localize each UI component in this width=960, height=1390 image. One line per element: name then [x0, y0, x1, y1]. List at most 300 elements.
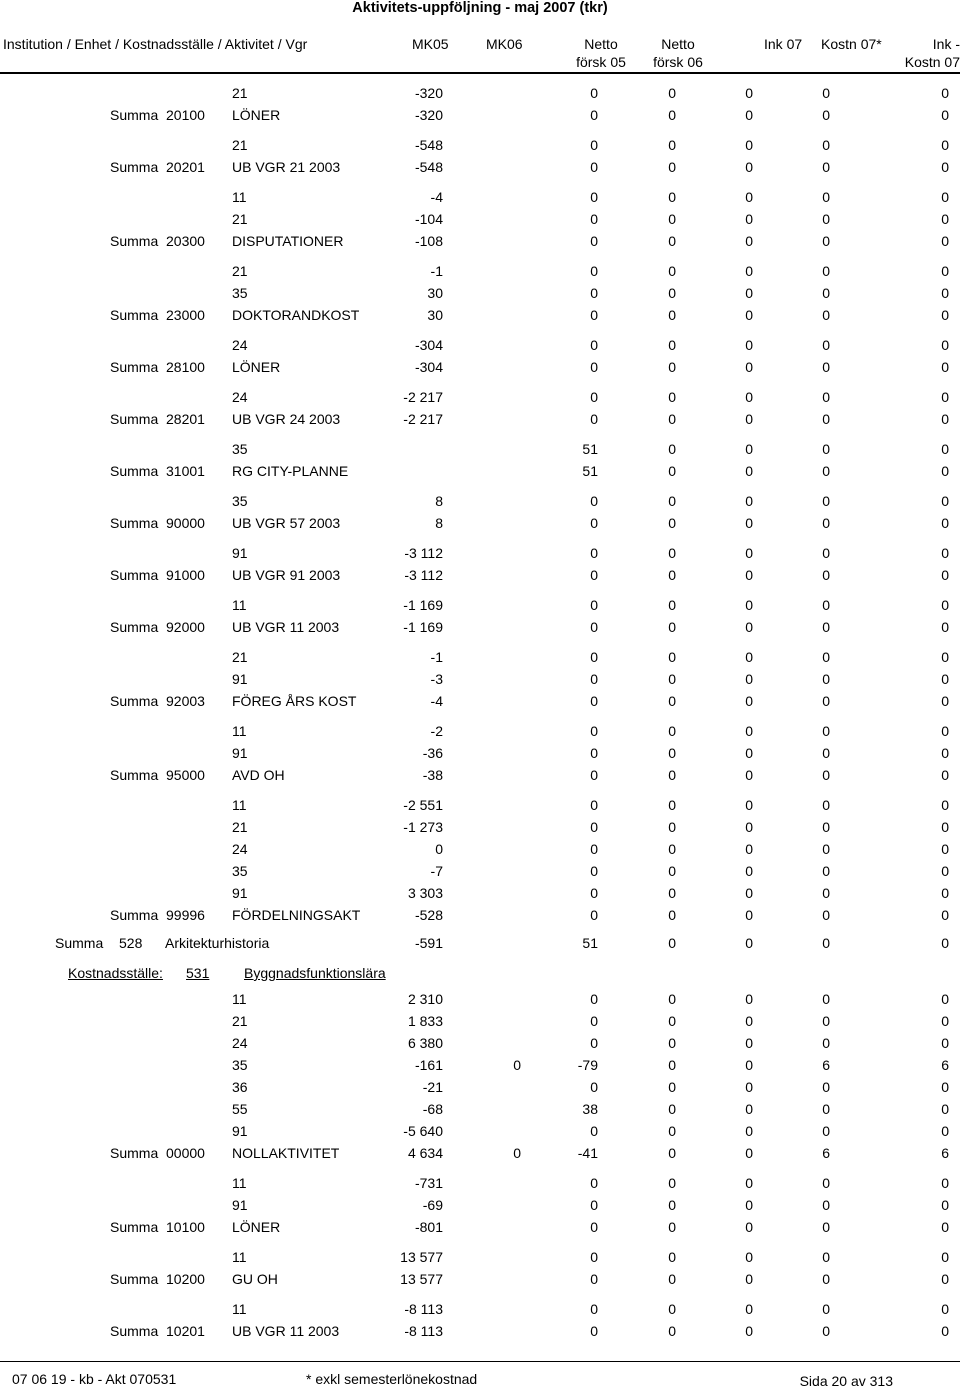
- summary-ink-kostn: 0: [941, 515, 949, 531]
- summary-ink07: 0: [745, 693, 753, 709]
- summary-netto06: 0: [668, 767, 676, 783]
- row-netto05: 0: [590, 841, 598, 857]
- row-ink-kostn: 0: [941, 337, 949, 353]
- row-netto05: 0: [590, 863, 598, 879]
- summary-ink-kostn: 0: [941, 907, 949, 923]
- vgr-cell: 21: [232, 1013, 248, 1029]
- summa-label: Summa: [110, 693, 159, 709]
- row-kostn07: 0: [822, 137, 830, 153]
- summary-netto05: 0: [590, 515, 598, 531]
- activity-name: DOKTORANDKOST: [232, 307, 360, 323]
- vgr-cell: 91: [232, 885, 248, 901]
- section-total-netto06: 0: [668, 935, 676, 951]
- vgr-cell: 91: [232, 671, 248, 687]
- summary-netto05: -41: [577, 1145, 598, 1161]
- summary-ink07: 0: [745, 1271, 753, 1287]
- summary-ink07: 0: [745, 411, 753, 427]
- summary-netto05: 0: [590, 233, 598, 249]
- activity-code: 92000: [166, 619, 205, 635]
- row-netto05: 0: [590, 545, 598, 561]
- row-ink07: 0: [745, 493, 753, 509]
- activity-code: 23000: [166, 307, 205, 323]
- vgr-cell: 21: [232, 211, 248, 227]
- row-ink-kostn: 0: [941, 441, 949, 457]
- summa-label: Summa: [110, 233, 159, 249]
- summary-ink07: 0: [745, 463, 753, 479]
- row-ink07: 0: [745, 671, 753, 687]
- row-ink07: 0: [745, 1013, 753, 1029]
- vgr-cell: 24: [232, 841, 248, 857]
- row-netto06: 0: [668, 1079, 676, 1095]
- row-kostn07: 0: [822, 441, 830, 457]
- cost-center-code: 531: [186, 965, 210, 981]
- row-ink07: 0: [745, 1079, 753, 1095]
- row-mk05: -7: [430, 863, 443, 879]
- row-kostn07: 0: [822, 819, 830, 835]
- footer-left: 07 06 19 - kb - Akt 070531: [12, 1371, 177, 1387]
- row-kostn07: 0: [822, 1013, 830, 1029]
- row-kostn07: 0: [822, 597, 830, 613]
- row-netto06: 0: [668, 1197, 676, 1213]
- row-ink07: 0: [745, 1123, 753, 1139]
- summary-kostn07: 0: [822, 233, 830, 249]
- activity-name: UB VGR 24 2003: [232, 411, 341, 427]
- summary-ink07: 0: [745, 1145, 753, 1161]
- row-ink-kostn: 6: [941, 1057, 949, 1073]
- header-ink-kostn: [896, 35, 960, 71]
- header-ink07: Ink 07: [764, 36, 803, 52]
- section-total-netto05: 51: [582, 935, 598, 951]
- row-ink07: 0: [745, 745, 753, 761]
- summary-ink07: 0: [745, 159, 753, 175]
- activity-name: UB VGR 91 2003: [232, 567, 341, 583]
- summary-mk05: -1 169: [403, 619, 443, 635]
- summary-ink-kostn: 0: [941, 411, 949, 427]
- summary-ink-kostn: 0: [941, 159, 949, 175]
- summa-label: Summa: [110, 1271, 159, 1287]
- row-mk05: -2: [430, 723, 443, 739]
- summary-netto05: 0: [590, 907, 598, 923]
- row-ink-kostn: 0: [941, 1249, 949, 1265]
- row-mk05: -36: [422, 745, 443, 761]
- activity-code: 31001: [166, 463, 205, 479]
- row-kostn07: 0: [822, 745, 830, 761]
- section-total-ink07: 0: [745, 935, 753, 951]
- summary-mk05: -304: [414, 359, 443, 375]
- summary-ink07: 0: [745, 233, 753, 249]
- summa-label: Summa: [110, 1219, 159, 1235]
- summary-netto05: 0: [590, 1219, 598, 1235]
- row-ink07: 0: [745, 597, 753, 613]
- row-netto05: 0: [590, 1013, 598, 1029]
- row-netto06: 0: [668, 389, 676, 405]
- row-ink-kostn: 0: [941, 797, 949, 813]
- summary-kostn07: 0: [822, 567, 830, 583]
- row-kostn07: 0: [822, 885, 830, 901]
- row-ink-kostn: 0: [941, 991, 949, 1007]
- row-ink-kostn: 0: [941, 1013, 949, 1029]
- row-mk05: -68: [422, 1101, 443, 1117]
- row-mk05: 0: [435, 841, 443, 857]
- row-kostn07: 0: [822, 1301, 830, 1317]
- row-kostn07: 0: [822, 263, 830, 279]
- summa-label: Summa: [110, 619, 159, 635]
- vgr-cell: 11: [232, 189, 247, 205]
- summary-mk05: -528: [414, 907, 443, 923]
- summary-netto05: 0: [590, 1271, 598, 1287]
- summary-ink-kostn: 0: [941, 1323, 949, 1339]
- summary-kostn07: 0: [822, 463, 830, 479]
- summary-ink07: 0: [745, 767, 753, 783]
- vgr-cell: 35: [232, 285, 248, 301]
- activity-code: 28100: [166, 359, 205, 375]
- row-kostn07: 0: [822, 671, 830, 687]
- row-netto06: 0: [668, 841, 676, 857]
- vgr-cell: 24: [232, 389, 248, 405]
- row-netto05: 0: [590, 285, 598, 301]
- vgr-cell: 21: [232, 137, 248, 153]
- row-kostn07: 0: [822, 797, 830, 813]
- row-ink-kostn: 0: [941, 389, 949, 405]
- row-ink07: 0: [745, 285, 753, 301]
- row-mk05: -8 113: [404, 1301, 443, 1317]
- header-netto06: [653, 35, 703, 71]
- row-ink07: 0: [745, 263, 753, 279]
- row-netto05: 38: [582, 1101, 598, 1117]
- report-title: Aktivitets-uppföljning - maj 2007 (tkr): [352, 0, 608, 16]
- row-mk05: -2 217: [403, 389, 443, 405]
- row-kostn07: 6: [822, 1057, 830, 1073]
- summary-netto06: 0: [668, 619, 676, 635]
- activity-name: AVD OH: [232, 767, 285, 783]
- row-ink07: 0: [745, 991, 753, 1007]
- row-ink07: 0: [745, 545, 753, 561]
- row-ink-kostn: 0: [941, 189, 949, 205]
- row-mk05: -1 273: [403, 819, 443, 835]
- summa-label: Summa: [110, 463, 159, 479]
- activity-name: DISPUTATIONER: [232, 233, 344, 249]
- summary-kostn07: 0: [822, 359, 830, 375]
- row-netto06: 0: [668, 1175, 676, 1191]
- summary-netto06: 0: [668, 233, 676, 249]
- activity-name: LÖNER: [232, 1219, 281, 1235]
- summary-kostn07: 6: [822, 1145, 830, 1161]
- summary-ink-kostn: 0: [941, 233, 949, 249]
- footer-divider: [0, 1361, 960, 1362]
- summary-netto05: 0: [590, 107, 598, 123]
- row-netto05: 0: [590, 493, 598, 509]
- row-ink07: 0: [745, 189, 753, 205]
- vgr-cell: 36: [232, 1079, 248, 1095]
- summary-ink07: 0: [745, 1323, 753, 1339]
- summary-netto06: 0: [668, 1271, 676, 1287]
- row-mk05: -69: [422, 1197, 443, 1213]
- summary-ink07: 0: [745, 1219, 753, 1235]
- row-ink-kostn: 0: [941, 85, 949, 101]
- summary-netto06: 0: [668, 159, 676, 175]
- activity-code: 91000: [166, 567, 205, 583]
- row-netto05: 0: [590, 649, 598, 665]
- summa-label: Summa: [110, 1323, 159, 1339]
- row-netto06: 0: [668, 211, 676, 227]
- row-netto05: 0: [590, 723, 598, 739]
- vgr-cell: 91: [232, 545, 248, 561]
- row-netto06: 0: [668, 745, 676, 761]
- row-netto05: 0: [590, 1123, 598, 1139]
- row-kostn07: 0: [822, 493, 830, 509]
- row-netto05: 0: [590, 85, 598, 101]
- summary-ink07: 0: [745, 515, 753, 531]
- row-kostn07: 0: [822, 285, 830, 301]
- row-ink07: 0: [745, 1197, 753, 1213]
- row-netto05: 0: [590, 137, 598, 153]
- summary-netto06: 0: [668, 359, 676, 375]
- row-kostn07: 0: [822, 85, 830, 101]
- summary-ink07: 0: [745, 567, 753, 583]
- row-mk05: -320: [414, 85, 443, 101]
- row-kostn07: 0: [822, 1249, 830, 1265]
- row-mk05: -21: [422, 1079, 443, 1095]
- row-ink07: 0: [745, 211, 753, 227]
- summary-ink07: 0: [745, 907, 753, 923]
- row-kostn07: 0: [822, 863, 830, 879]
- row-netto05: 0: [590, 797, 598, 813]
- row-ink07: 0: [745, 137, 753, 153]
- activity-name: UB VGR 11 2003: [232, 619, 340, 635]
- row-kostn07: 0: [822, 211, 830, 227]
- vgr-cell: 91: [232, 1123, 248, 1139]
- header-ink-kostn-line1: Ink -: [932, 36, 960, 52]
- row-mk05: -1: [430, 649, 443, 665]
- summa-label: Summa: [110, 359, 159, 375]
- row-ink07: 0: [745, 863, 753, 879]
- row-ink-kostn: 0: [941, 723, 949, 739]
- row-mk05: -2 551: [403, 797, 443, 813]
- summary-ink-kostn: 0: [941, 107, 949, 123]
- activity-name: LÖNER: [232, 359, 281, 375]
- row-ink-kostn: 0: [941, 745, 949, 761]
- row-ink07: 0: [745, 797, 753, 813]
- row-netto05: 0: [590, 189, 598, 205]
- row-netto05: 0: [590, 211, 598, 227]
- vgr-cell: 35: [232, 441, 248, 457]
- row-netto05: 0: [590, 597, 598, 613]
- summary-mk05: 13 577: [400, 1271, 443, 1287]
- row-netto05: 0: [590, 885, 598, 901]
- vgr-cell: 35: [232, 493, 248, 509]
- row-mk05: -104: [414, 211, 443, 227]
- row-ink-kostn: 0: [941, 1079, 949, 1095]
- row-mk06: 0: [513, 1057, 521, 1073]
- summary-netto06: 0: [668, 307, 676, 323]
- header-divider: [0, 72, 960, 74]
- summary-kostn07: 0: [822, 767, 830, 783]
- activity-code: 92003: [166, 693, 205, 709]
- row-netto05: 0: [590, 1035, 598, 1051]
- row-netto06: 0: [668, 723, 676, 739]
- header-netto05-line2: försk 05: [576, 54, 626, 70]
- summary-ink-kostn: 0: [941, 567, 949, 583]
- row-ink-kostn: 0: [941, 1035, 949, 1051]
- row-netto06: 0: [668, 285, 676, 301]
- summary-netto06: 0: [668, 1145, 676, 1161]
- summary-ink-kostn: 0: [941, 619, 949, 635]
- row-ink-kostn: 0: [941, 597, 949, 613]
- summary-ink07: 0: [745, 619, 753, 635]
- row-ink-kostn: 0: [941, 137, 949, 153]
- summary-kostn07: 0: [822, 411, 830, 427]
- row-kostn07: 0: [822, 1197, 830, 1213]
- vgr-cell: 24: [232, 1035, 248, 1051]
- row-ink-kostn: 0: [941, 649, 949, 665]
- vgr-cell: 11: [232, 797, 247, 813]
- row-mk05: 3 303: [407, 885, 443, 901]
- header-mk05: MK05: [412, 36, 449, 52]
- header-mk06: MK06: [486, 36, 523, 52]
- summary-netto06: 0: [668, 107, 676, 123]
- activity-name: LÖNER: [232, 107, 281, 123]
- row-netto05: 0: [590, 1197, 598, 1213]
- summary-ink-kostn: 0: [941, 767, 949, 783]
- row-mk05: -731: [414, 1175, 443, 1191]
- row-ink07: 0: [745, 1101, 753, 1117]
- summary-kostn07: 0: [822, 1219, 830, 1235]
- row-kostn07: 0: [822, 723, 830, 739]
- summary-mk05: -108: [414, 233, 443, 249]
- row-netto06: 0: [668, 1057, 676, 1073]
- row-netto06: 0: [668, 137, 676, 153]
- row-ink-kostn: 0: [941, 1123, 949, 1139]
- row-ink-kostn: 0: [941, 285, 949, 301]
- row-netto05: 0: [590, 263, 598, 279]
- row-ink-kostn: 0: [941, 1175, 949, 1191]
- summary-netto05: 0: [590, 693, 598, 709]
- row-ink-kostn: 0: [941, 671, 949, 687]
- row-ink07: 0: [745, 1301, 753, 1317]
- activity-name: RG CITY-PLANNE: [232, 463, 349, 479]
- row-kostn07: 0: [822, 649, 830, 665]
- vgr-cell: 21: [232, 819, 248, 835]
- activity-name: FÖRDELNINGSAKT: [232, 907, 361, 923]
- cost-center-code: 528: [119, 935, 143, 951]
- row-netto06: 0: [668, 85, 676, 101]
- row-netto06: 0: [668, 263, 676, 279]
- summary-netto05: 0: [590, 359, 598, 375]
- row-ink-kostn: 0: [941, 1197, 949, 1213]
- row-netto06: 0: [668, 819, 676, 835]
- row-netto06: 0: [668, 797, 676, 813]
- vgr-cell: 21: [232, 649, 248, 665]
- summary-netto06: 0: [668, 463, 676, 479]
- section-total-mk05: -591: [414, 935, 443, 951]
- summary-ink-kostn: 0: [941, 307, 949, 323]
- vgr-cell: 11: [232, 1301, 247, 1317]
- section-summa-label: Summa: [55, 935, 104, 951]
- section-total-kostn07: 0: [822, 935, 830, 951]
- summa-label: Summa: [110, 307, 159, 323]
- row-kostn07: 0: [822, 189, 830, 205]
- activity-code: 20100: [166, 107, 205, 123]
- summary-netto05: 0: [590, 619, 598, 635]
- row-ink07: 0: [745, 337, 753, 353]
- row-mk05: 8: [435, 493, 443, 509]
- footer-page: Sida 20 av 313: [799, 1373, 893, 1389]
- activity-code: 20300: [166, 233, 205, 249]
- activity-code: 10100: [166, 1219, 205, 1235]
- row-ink07: 0: [745, 85, 753, 101]
- summary-mk05: -2 217: [403, 411, 443, 427]
- row-ink-kostn: 0: [941, 1101, 949, 1117]
- row-mk05: -1: [430, 263, 443, 279]
- summa-label: Summa: [110, 567, 159, 583]
- vgr-cell: 91: [232, 1197, 248, 1213]
- activity-code: 99996: [166, 907, 205, 923]
- row-netto06: 0: [668, 885, 676, 901]
- summary-kostn07: 0: [822, 693, 830, 709]
- row-netto05: 0: [590, 671, 598, 687]
- header-path: Institution / Enhet / Kostnadsställe / Aktivitet / Vgr: [3, 36, 308, 52]
- row-mk05: 13 577: [400, 1249, 443, 1265]
- summary-netto05: 0: [590, 1323, 598, 1339]
- row-netto06: 0: [668, 441, 676, 457]
- vgr-cell: 35: [232, 863, 248, 879]
- row-ink07: 0: [745, 441, 753, 457]
- vgr-cell: 24: [232, 337, 248, 353]
- summary-netto06: 0: [668, 693, 676, 709]
- summary-netto05: 0: [590, 411, 598, 427]
- row-mk05: 30: [427, 285, 443, 301]
- row-mk05: 6 380: [407, 1035, 443, 1051]
- row-ink-kostn: 0: [941, 263, 949, 279]
- row-netto06: 0: [668, 1301, 676, 1317]
- summary-kostn07: 0: [822, 1271, 830, 1287]
- summary-ink-kostn: 0: [941, 1271, 949, 1287]
- row-kostn07: 0: [822, 389, 830, 405]
- summary-kostn07: 0: [822, 107, 830, 123]
- row-ink07: 0: [745, 1175, 753, 1191]
- row-ink-kostn: 0: [941, 863, 949, 879]
- row-netto06: 0: [668, 671, 676, 687]
- row-netto06: 0: [668, 493, 676, 509]
- vgr-cell: 91: [232, 745, 248, 761]
- row-ink-kostn: 0: [941, 1301, 949, 1317]
- vgr-cell: 11: [232, 991, 247, 1007]
- summary-ink07: 0: [745, 107, 753, 123]
- row-ink-kostn: 0: [941, 211, 949, 227]
- summary-ink-kostn: 0: [941, 463, 949, 479]
- row-ink-kostn: 0: [941, 493, 949, 509]
- activity-code: 90000: [166, 515, 205, 531]
- row-kostn07: 0: [822, 841, 830, 857]
- header-kostn07: Kostn 07*: [821, 36, 882, 52]
- summary-netto06: 0: [668, 567, 676, 583]
- row-ink-kostn: 0: [941, 819, 949, 835]
- row-netto06: 0: [668, 1035, 676, 1051]
- summary-netto05: 0: [590, 767, 598, 783]
- activity-code: 10201: [166, 1323, 205, 1339]
- row-netto05: 0: [590, 1079, 598, 1095]
- row-netto05: 0: [590, 1175, 598, 1191]
- summary-kostn07: 0: [822, 619, 830, 635]
- row-netto05: -79: [577, 1057, 598, 1073]
- summary-netto06: 0: [668, 515, 676, 531]
- footer-note: * exkl semesterlönekostnad: [306, 1371, 478, 1387]
- row-kostn07: 0: [822, 1079, 830, 1095]
- summary-mk05: -801: [414, 1219, 443, 1235]
- activity-code: 28201: [166, 411, 205, 427]
- summa-label: Summa: [110, 1145, 159, 1161]
- summary-netto06: 0: [668, 1219, 676, 1235]
